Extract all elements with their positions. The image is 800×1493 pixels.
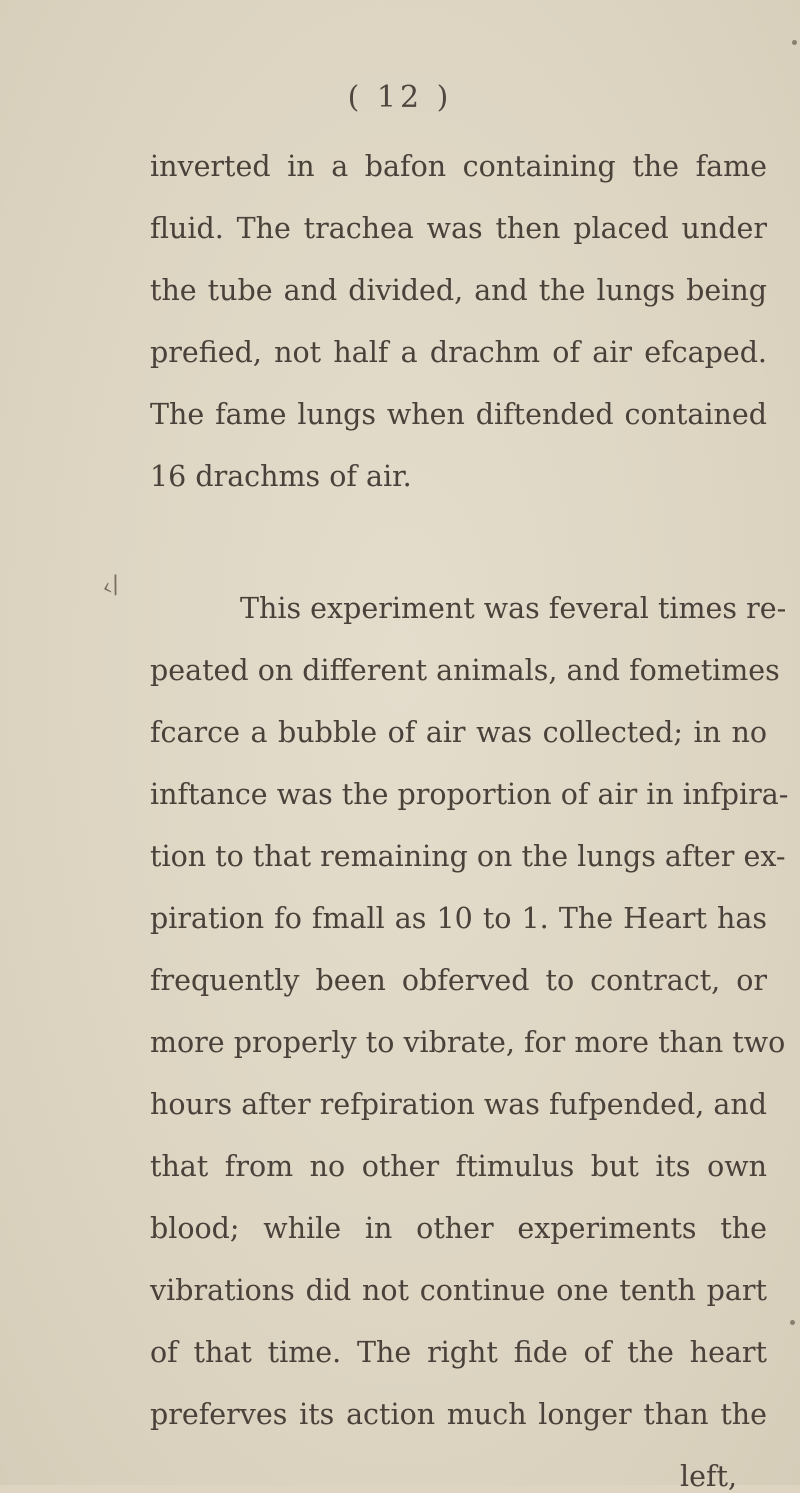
text-line-14: more properly to vibrate, for more than two <box>150 1026 786 1059</box>
text-line-16: that from no other ftimulus but its own <box>150 1150 767 1183</box>
text-line-4: prefied, not half a drachm of air efcaped. <box>150 336 767 369</box>
text-line-20: preferves its action much longer than the <box>150 1398 767 1431</box>
text-line-2: fluid. The trachea was then placed under <box>150 212 767 245</box>
catchword: left, <box>680 1460 738 1493</box>
page-number: ( 12 ) <box>347 80 453 115</box>
text-line-9: fcarce a bubble of air was collected; in no <box>150 716 767 749</box>
text-line-11: tion to that remaining on the lungs after ex- <box>150 840 786 873</box>
text-line-17: blood; while in other experiments the <box>150 1212 767 1245</box>
paper-speck <box>790 1320 795 1325</box>
text-line-12: piration fo fmall as 10 to 1. The Heart has <box>150 902 767 935</box>
text-line-19: of that time. The right fide of the heart <box>150 1336 767 1369</box>
text-line-13: frequently been obferved to contract, or <box>150 964 767 997</box>
text-line-8: peated on different animals, and fometimes <box>150 654 780 687</box>
text-line-18: vibrations did not continue one tenth part <box>150 1274 767 1307</box>
margin-pencil-mark: ‹/ <box>98 569 124 603</box>
text-line-1: inverted in a bafon containing the fame <box>150 150 767 183</box>
text-line-10: inftance was the proportion of air in infpira- <box>150 778 789 811</box>
text-line-6: 16 drachms of air. <box>150 460 412 493</box>
text-line-7: This experiment was feveral times re- <box>240 592 787 625</box>
text-line-3: the tube and divided, and the lungs being <box>150 274 767 307</box>
paper-speck <box>792 40 797 45</box>
text-line-5: The fame lungs when diftended contained <box>150 398 767 431</box>
text-line-15: hours after refpiration was fufpended, and <box>150 1088 767 1121</box>
